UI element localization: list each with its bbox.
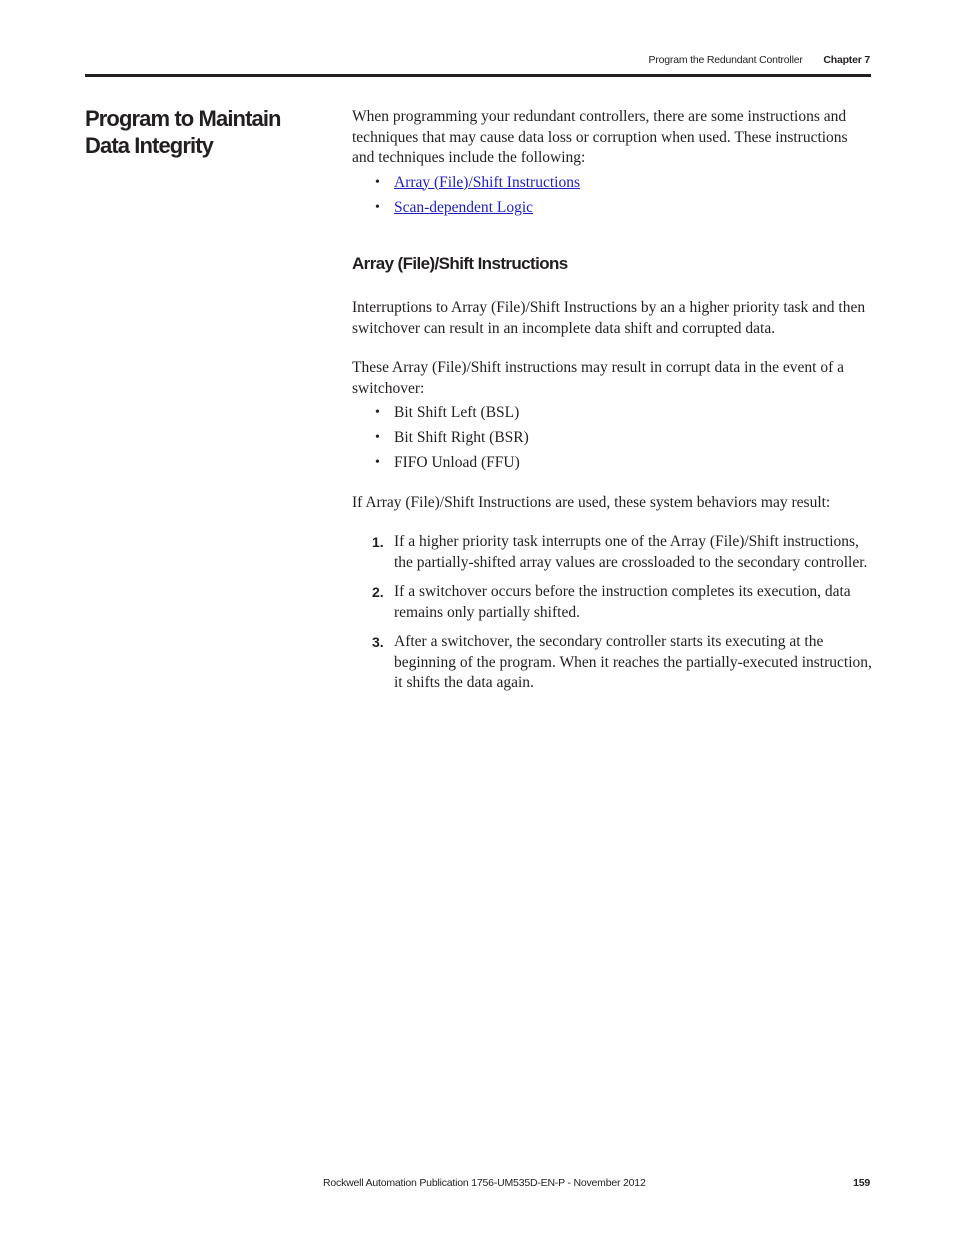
intro-paragraph: When programming your redundant controllers, there are some instructions and techniques that may cause data loss or corruption when used. These instructions and techniques include the following:	[352, 108, 848, 166]
step-text: After a switchover, the secondary controller starts its executing at the beginning of the program. When it reaches the partially-executed instruction, it shifts the data again.	[394, 633, 872, 691]
step-number: 2.	[372, 584, 384, 600]
step-text: If a higher priority task interrupts one of the Array (File)/Shift instructions, the partially-shifted array values are crossloaded to the secondary controller.	[394, 533, 868, 571]
page-number: 159	[853, 1177, 870, 1189]
behavior-steps	[352, 532, 872, 694]
step-item	[352, 632, 872, 694]
running-header	[649, 54, 870, 66]
list-item	[352, 173, 872, 194]
link-array-file-shift[interactable]: Array (File)/Shift Instructions	[394, 173, 580, 191]
step-item	[352, 582, 872, 623]
chapter-label: Chapter 7	[823, 54, 870, 66]
link-scan-dependent-logic[interactable]: Scan-dependent Logic	[394, 198, 534, 216]
list-item: • Bit Shift Left (BSL)	[352, 403, 872, 424]
publication-info: Rockwell Automation Publication 1756-UM535D-EN-P - November 2012	[323, 1177, 646, 1189]
step-number: 3.	[372, 634, 384, 650]
paragraph-interruptions: Interruptions to Array (File)/Shift Instructions by an a higher priority task and then switchover can result in an incomplete data shift and corrupted data.	[352, 299, 866, 337]
section-title: Program to Maintain Data Integrity	[85, 106, 281, 158]
step-text: If a switchover occurs before the instruction completes its execution, data remains only partially shifted.	[394, 583, 851, 621]
step-item	[352, 532, 872, 573]
list-item: • FIFO Unload (FFU)	[352, 453, 872, 474]
paragraph-instructions-intro: These Array (File)/Shift instructions may result in corrupt data in the event of a switchover:	[352, 359, 844, 397]
body-column	[352, 107, 872, 703]
header-rule	[85, 74, 871, 77]
subsection-title: Array (File)/Shift Instructions	[352, 254, 568, 273]
running-title: Program the Redundant Controller	[648, 54, 803, 66]
topic-link-list	[352, 173, 872, 219]
list-item: • Bit Shift Right (BSR)	[352, 428, 872, 449]
instruction-list	[352, 403, 872, 474]
paragraph-behaviors-intro: If Array (File)/Shift Instructions are used, these system behaviors may result:	[352, 493, 831, 511]
step-number: 1.	[372, 534, 384, 550]
list-item	[352, 198, 872, 219]
